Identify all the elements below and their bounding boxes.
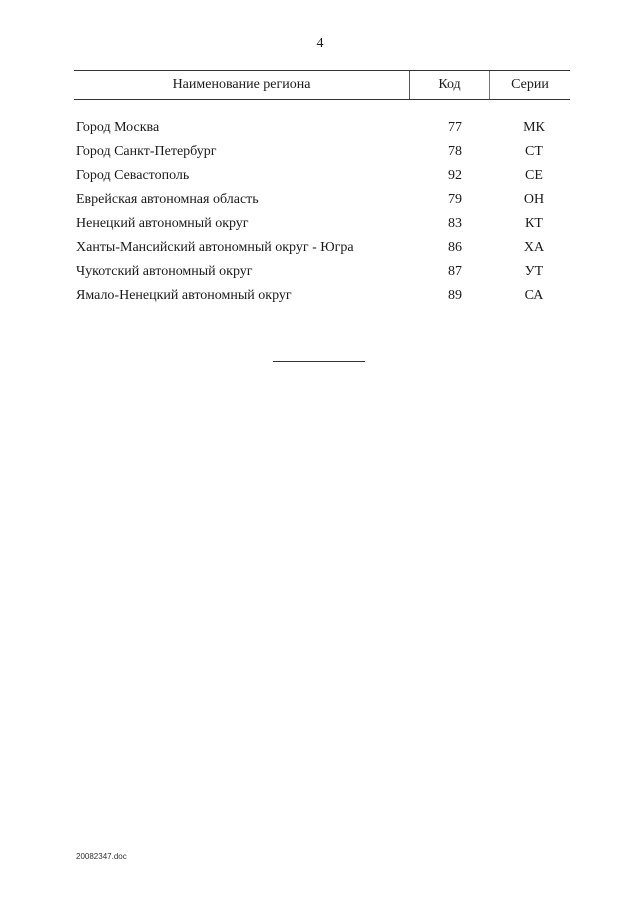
table-row [74,284,570,308]
region-code-cell: 77 [448,120,462,135]
region-name-cell: Ямало-Ненецкий автономный округ [76,288,292,303]
region-name-cell: Ненецкий автономный округ [76,216,249,231]
end-divider-line [273,361,365,362]
region-name-cell: Ханты-Мансийский автономный округ - Югра [76,240,354,255]
table-row [74,236,570,260]
footer-filename: 20082347.doc [76,852,127,861]
region-series-cell: МК [523,120,545,135]
region-name-cell: Город Москва [76,120,160,135]
region-code-cell: 86 [448,240,462,255]
table-row [74,212,570,236]
region-series-cell: КТ [525,216,543,231]
table-row [74,116,570,140]
region-name-cell: Город Санкт-Петербург [76,144,217,159]
page-number: 4 [316,36,324,51]
header-code: Код [410,71,490,99]
region-series-cell: СТ [525,144,543,159]
table-body [74,116,570,308]
region-code-cell: 87 [448,264,462,279]
table-row [74,140,570,164]
header-region-name: Наименование региона [74,71,410,99]
region-series-cell: СА [524,288,544,303]
header-series: Серии [511,77,549,92]
regions-table [74,70,570,308]
region-code-cell: 79 [448,192,462,207]
region-name-cell: Еврейская автономная область [76,192,259,207]
region-code-cell: 92 [448,168,462,183]
region-code-cell: 89 [448,288,462,303]
region-series-cell: УТ [524,264,544,279]
table-row [74,164,570,188]
region-series-cell: ОН [523,192,545,207]
region-series-cell: СЕ [525,168,543,183]
table-row [74,188,570,212]
region-code-cell: 83 [448,216,462,231]
region-name-cell: Чукотский автономный округ [76,264,253,279]
region-name-cell: Город Севастополь [76,168,190,183]
table-row [74,260,570,284]
region-series-cell: ХА [523,240,545,255]
table-header [74,70,570,100]
region-code-cell: 78 [448,144,462,159]
